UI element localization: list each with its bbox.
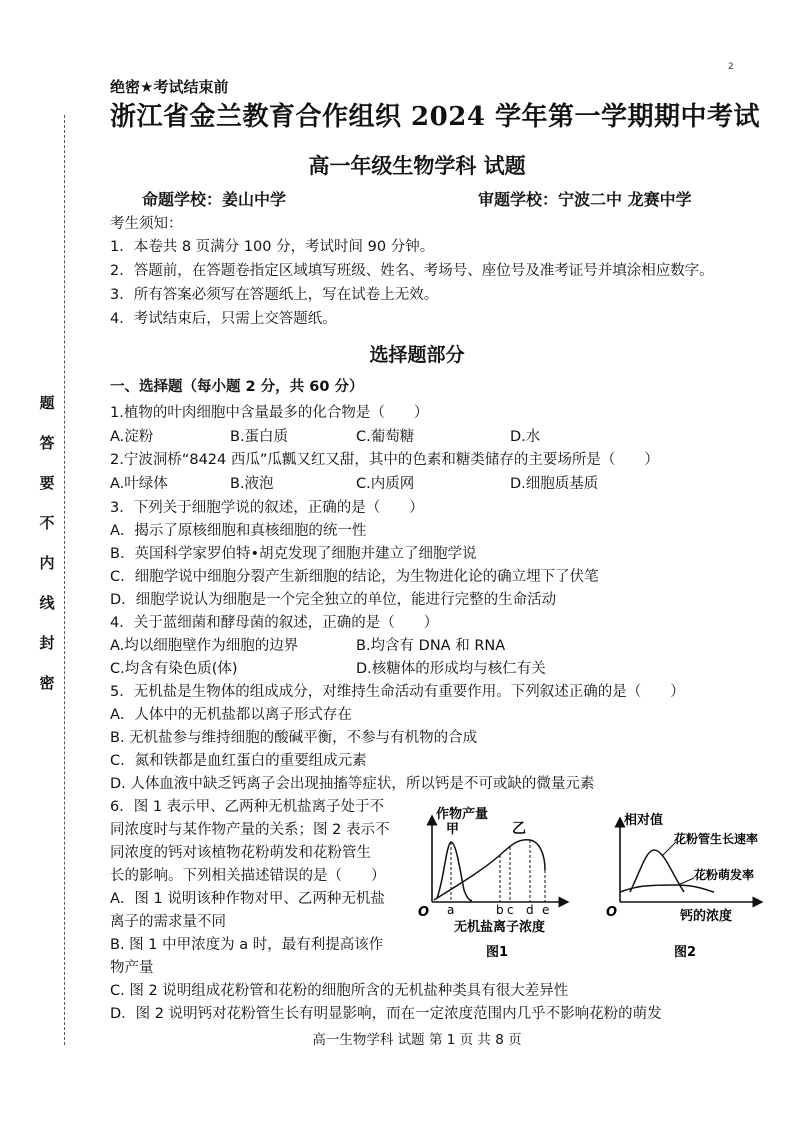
figure-1-label-jia: 甲 <box>446 822 460 837</box>
question-6-option-d: D．图 2 说明钙对花粉管生长有明显影响，而在一定浓度范围内几乎不影响花粉的萌发 <box>110 1006 662 1022</box>
question-2-option-c: C.内质网 <box>356 476 415 492</box>
exam-subtitle: 高一年级生物学科 试题 <box>308 153 526 178</box>
figure-2 <box>606 812 778 965</box>
proposer-school: 命题学校：姜山中学 <box>142 190 287 209</box>
figure-1-ylabel: 作物产量 <box>436 807 489 822</box>
question-1-stem: 1.植物的叶肉细胞中含量最多的化合物是（ ） <box>110 405 429 421</box>
question-1-option-c: C.葡萄糖 <box>356 429 415 445</box>
question-2-option-b: B.液泡 <box>230 476 274 492</box>
reviewer-school: 审题学校：宁波二中 龙赛中学 <box>478 190 692 209</box>
figure-1-tick-label: b <box>496 903 504 917</box>
question-3-stem: 3．下列关于细胞学说的叙述，正确的是（ ） <box>110 500 424 516</box>
figure-2-label-tube: 花粉管生长速率 <box>674 832 759 846</box>
seal-char: 内 <box>39 554 55 572</box>
notice-heading: 考生须知： <box>110 216 183 232</box>
question-4-option-b: B.均含有 DNA 和 RNA <box>356 638 506 654</box>
seal-char: 题 <box>39 394 55 412</box>
section-title: 选择题部分 <box>369 344 465 366</box>
question-6-option-c: C. 图 2 说明组成花粉管和花粉的细胞所含的无机盐种类具有很大差异性 <box>110 983 569 999</box>
figure-1-tick-label: d <box>526 903 534 917</box>
question-2-stem: 2.宁波洞桥“8424 西瓜”瓜瓤又红又甜，其中的色素和糖类储存的主要场所是（ ） <box>110 452 659 468</box>
question-6-option-b: 物产量 <box>110 960 154 976</box>
figure-2-label-germ: 花粉萌发率 <box>694 868 755 882</box>
seal-char: 答 <box>39 434 55 452</box>
notice-item: 4．考试结束后，只需上交答题纸。 <box>110 311 337 327</box>
figure-1-tick-label: a <box>447 903 455 917</box>
exam-title: 浙江省金兰教育合作组织 2024 学年第一学期期中考试 <box>110 102 760 132</box>
figure-1-tick-label: c <box>507 903 514 917</box>
figure-2-curve-germination <box>620 885 714 892</box>
figure-2-leader-germ <box>678 878 694 885</box>
question-3-option-b: B．英国科学家罗伯特•胡克发现了细胞并建立了细胞学说 <box>110 546 477 562</box>
figure-2-origin: O <box>606 905 618 920</box>
question-6-option-b: B. 图 1 中甲浓度为 a 时，最有利提高该作 <box>110 937 384 953</box>
figure-1-origin: O <box>418 905 430 920</box>
question-6-option-a: A．图 1 说明该种作物对甲、乙两种无机盐 <box>110 891 385 907</box>
question-1-option-a: A.淀粉 <box>110 429 154 445</box>
page-footer: 高一生物学科 试题 第 1 页 共 8 页 <box>312 1032 522 1048</box>
seal-char: 密 <box>39 674 55 692</box>
seal-char: 不 <box>39 514 55 532</box>
question-6-option-a: 离子的需求量不同 <box>110 914 226 930</box>
figure-1-xlabel: 无机盐离子浓度 <box>454 920 546 935</box>
figure-1-tick-label: e <box>542 903 550 917</box>
question-5-option-a: A．人体中的无机盐都以离子形式存在 <box>110 707 352 723</box>
figure-2-xlabel: 钙的浓度 <box>680 909 733 924</box>
question-5-stem: 5．无机盐是生物体的组成成分，对维持生命活动有重要作用。下列叙述正确的是（ ） <box>110 684 685 700</box>
notice-item: 2．答题前，在答题卷指定区域填写班级、姓名、考场号、座位号及准考证号并填涂相应数字。 <box>110 263 714 279</box>
question-1-option-d: D.水 <box>510 429 541 445</box>
question-3-option-c: C．细胞学说中细胞分裂产生新细胞的结论，为生物进化论的确立埋下了伏笔 <box>110 569 599 585</box>
question-5-option-c: C．氮和铁都是血红蛋白的重要组成元素 <box>110 753 367 769</box>
figure-1 <box>418 800 596 965</box>
figure-1-curve-jia <box>437 842 472 901</box>
figure-2-caption: 图2 <box>674 945 697 960</box>
confidential-label: 绝密★考试结束前 <box>110 78 229 96</box>
question-6-stem: 同浓度时与某作物产量的关系；图 2 表示不 <box>110 822 390 838</box>
question-6-stem: 同浓度的钙对该植物花粉萌发和花粉管生 <box>110 845 371 861</box>
question-3-option-a: A．揭示了原核细胞和真核细胞的统一性 <box>110 523 367 539</box>
seal-char: 要 <box>39 474 55 492</box>
question-2-option-a: A.叶绿体 <box>110 476 168 492</box>
question-1-option-b: B.蛋白质 <box>230 429 289 445</box>
figure-2-ylabel: 相对值 <box>624 813 664 828</box>
figure-1-label-yi: 乙 <box>512 821 526 837</box>
notice-item: 1．本卷共 8 页满分 100 分，考试时间 90 分钟。 <box>110 239 435 255</box>
binding-line <box>64 115 65 1045</box>
corner-mark: 2 <box>728 62 734 72</box>
question-5-option-b: B. 无机盐参与维持细胞的酸碱平衡，不参与有机物的合成 <box>110 730 478 746</box>
question-6-stem: 6．图 1 表示甲、乙两种无机盐离子处于不 <box>110 799 385 815</box>
part-heading: 一、选择题（每小题 2 分，共 60 分） <box>110 379 364 395</box>
seal-char: 线 <box>39 594 55 612</box>
question-4-stem: 4．关于蓝细菌和酵母菌的叙述，正确的是（ ） <box>110 615 439 631</box>
question-4-option-c: C.均含有染色质(体) <box>110 661 238 677</box>
question-5-option-d: D. 人体血液中缺乏钙离子会出现抽搐等症状，所以钙是不可或缺的微量元素 <box>110 776 595 792</box>
binding-seal-text <box>38 392 56 712</box>
question-2-option-d: D.细胞质基质 <box>510 476 599 492</box>
question-3-option-d: D．细胞学说认为细胞是一个完全独立的单位，能进行完整的生命活动 <box>110 592 557 608</box>
question-4-option-d: D.核糖体的形成均与核仁有关 <box>356 661 546 677</box>
figure-1-caption: 图1 <box>486 945 509 960</box>
question-6-stem: 长的影响。下列相关描述错误的是（ ） <box>110 868 386 884</box>
seal-char: 封 <box>39 634 55 652</box>
question-4-option-a: A.均以细胞壁作为细胞的边界 <box>110 638 299 654</box>
notice-item: 3．所有答案必须写在答题纸上，写在试卷上无效。 <box>110 287 439 303</box>
